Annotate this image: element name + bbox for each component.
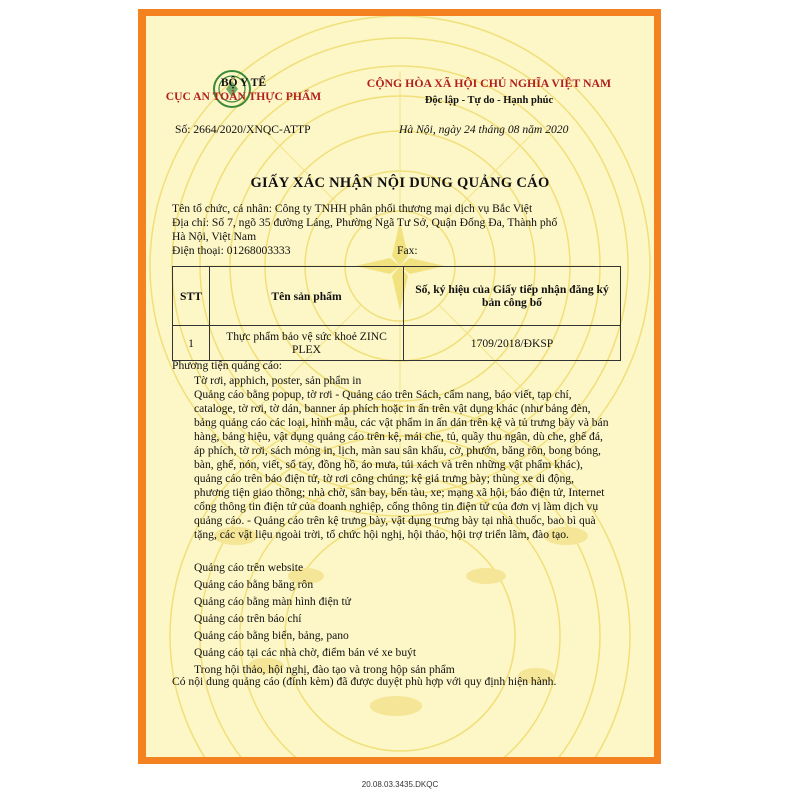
organization-address-line2: Hà Nội, Việt Nam [172,230,257,243]
media-item: Trong hội thảo, hội nghị, đào tạo và trong hộp sản phẩm [194,663,455,676]
media-item: Quảng cáo trên báo chí [194,612,302,625]
table-header-row [173,267,621,326]
organization-info [172,202,632,258]
ministry-name: BỘ Y TẾ [220,76,267,89]
organization-name: Tên tổ chức, cá nhân: Công ty TNHH phân phối thương mại dịch vụ Bắc Việt [172,202,533,215]
media-item: Quảng cáo bằng biển, bảng, pano [194,629,349,642]
header-product-name: Tên sản phẩm [210,267,404,326]
media-heading: Phương tiện quảng cáo: [172,359,282,372]
media-item: Quảng cáo trên website [194,561,304,574]
organization-phone: Điện thoại: 01268003333 [172,244,291,257]
issue-date: Hà Nội, ngày 24 tháng 08 năm 2020 [399,123,569,136]
conclusion-text: Có nội dung quảng cáo (đính kèm) đã được duyệt phù hợp với quy định hiện hành. [172,675,557,688]
document-title: GIẤY XÁC NHẬN NỘI DUNG QUẢNG CÁO [250,175,550,191]
header-stt: STT [173,267,210,326]
organization-fax: Fax: [397,244,418,257]
cell-stt: 1 [173,326,210,361]
republic-name: CỘNG HÒA XÃ HỘI CHỦ NGHĨA VIỆT NAM [366,76,612,90]
national-motto: Độc lập - Tự do - Hạnh phúc [424,95,554,106]
cell-registration-number: 1709/2018/ĐKSP [404,326,621,361]
product-table [172,266,621,361]
media-item: Quảng cáo bằng băng rôn [194,578,314,591]
document-paper [146,16,654,757]
document-content [146,16,654,757]
cell-product-name: Thực phẩm bảo vệ sức khoẻ ZINC PLEX [210,326,404,361]
document-code: 20.08.03.3435.DKQC [361,780,439,789]
organization-address-line1: Địa chỉ: Số 7, ngõ 35 đường Láng, Phường Ngã Tư Sở, Quận Đống Đa, Thành phố [172,216,558,229]
media-item: Tờ rơi, apphich, poster, sản phẩm in [194,374,362,387]
media-item: Quảng cáo bằng màn hình điện tử [194,595,351,608]
media-item: Quảng cáo tại các nhà chờ, điểm bán vé xe buýt [194,646,417,659]
document-number: Số: 2664/2020/XNQC-ATTP [175,123,311,136]
header-registration-number: Số, ký hiệu của Giấy tiếp nhận đăng ký bản công bố [404,267,621,326]
table-row [173,326,621,361]
department-name: CỤC AN TOÀN THỰC PHẨM [165,90,322,103]
media-item: Quảng cáo bằng popup, tờ rơi - Quảng cáo trên Sách, cẩm nang, báo viết, tạp chí, cataloge, tờ rơi, tờ dán, banner áp phích hoặc in ấn trên vật dụng khác (như bảng đèn, bảng quảng cáo các loại, hình mẫu, các vật phẩm in ấn dán trên kệ và tủ trưng bày và bán hàng, bảng hiệu, vật dụng quảng cáo trên kệ, mái che, tủ, quầy thu ngân, dù che, ghế đá, áp phích, tờ rơi, sách mỏng in, lịch, màn sau sân khấu, cờ, phướn, băng rôn, bong bóng, bàn, ghế, nón, viết, sổ tay, đồng hồ, áo mưa, túi xách và trên những vật phẩm khác), quảng cáo trên báo điện tử, tờ rơi công chúng; kệ giá trưng bày; thùng xe di động, phương tiện giao thông; nhà chờ, sân bay, bến tàu, xe; mạng xã hội, báo điện tử, Internet cổng thông tin điện tử của doanh nghiệp, cổng thông tin điện tử của đơn vị làm dịch vụ quảng cáo. - Quảng cáo trên kệ trưng bày, vật dụng trưng bày tại nhà thuốc, bao bì quà tặng, các vật liệu ngoài trời, tổ chức hội nghị, hội thảo, hội trợ triển lãm, đào tạo. [194,388,609,541]
media-list [194,561,609,680]
